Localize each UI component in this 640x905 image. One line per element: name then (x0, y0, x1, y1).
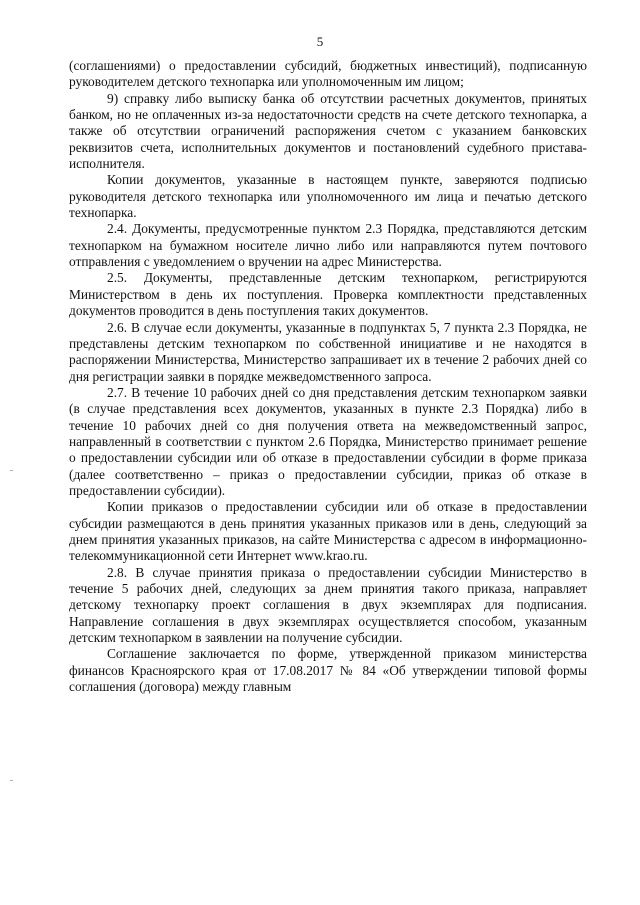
page-number: 5 (316, 34, 324, 49)
paragraph: Копии документов, указанные в настоящем пункте, заверяются подписью руководителя детского технопарка или уполномоченного им лица и печатью детского технопарка. (69, 172, 587, 221)
paragraph: Соглашение заключается по форме, утвержденной приказом министерства финансов Красноярского края от 17.08.2017 № 84 «Об утверждении типовой формы соглашения (договора) между главным (69, 646, 587, 695)
scan-margin-mark (10, 780, 13, 781)
document-body (69, 58, 587, 695)
paragraph: 2.8. В случае принятия приказа о предоставлении субсидии Министерство в течение 5 рабочих дней, следующих за днем принятия такого приказа, направляет детскому технопарку проект соглашения в двух экземплярах для подписания. Направление соглашения в двух экземплярах осуществляется способом, указанным детским технопарком в заявлении на получение субсидии. (69, 564, 587, 646)
paragraph: Копии приказов о предоставлении субсидии или об отказе в предоставлении субсидии размещаются в день принятия указанных приказов или в день, следующий за днем принятия указанных приказов, на сайте Министерства с адресом в информационно-телекоммуникационной сети Интернет www.krao.ru. (69, 499, 587, 564)
paragraph: 2.4. Документы, предусмотренные пунктом 2.3 Порядка, представляются детским технопарком на бумажном носителе лично либо или направляются путем почтового отправления с уведомлением о вручении на адрес Министерства. (69, 221, 587, 270)
paragraph: (соглашениями) о предоставлении субсидий, бюджетных инвестиций), подписанную руководителем детского технопарка или уполномоченным им лицом; (69, 58, 587, 90)
scan-margin-mark (10, 470, 13, 471)
paragraph: 2.6. В случае если документы, указанные в подпунктах 5, 7 пункта 2.3 Порядка, не представлены детским технопарком по собственной инициативе и не находятся в распоряжении Министерства, Министерство запрашивает их в течение 2 рабочих дней со дня регистрации заявки в порядке межведомственного запроса. (69, 319, 587, 384)
paragraph: 9) справку либо выписку банка об отсутствии расчетных документов, принятых банком, но не оплаченных из-за недостаточности средств на счете детского технопарка, а также об отсутствии ограничений распоряжения счетом с указанием банковских реквизитов счета, исполнительных документов и постановлений судебного пристава-исполнителя. (69, 90, 587, 172)
paragraph: 2.5. Документы, представленные детским технопарком, регистрируются Министерством в день их поступления. Проверка комплектности представленных документов проводится в день поступления таких документов. (69, 270, 587, 319)
paragraph: 2.7. В течение 10 рабочих дней со дня представления детским технопарком заявки (в случае представления всех документов, указанных в пункте 2.3 Порядка) либо в течение 10 рабочих дней со дня получения ответа на межведомственный запрос, направленный в соответствии с пунктом 2.6 Порядка, Министерство принимает решение о предоставлении субсидии или об отказе в предоставлении субсидии в форме приказа (далее соответственно – приказ о предоставлении субсидии, приказ об отказе в предоставлении субсидии). (69, 384, 587, 498)
